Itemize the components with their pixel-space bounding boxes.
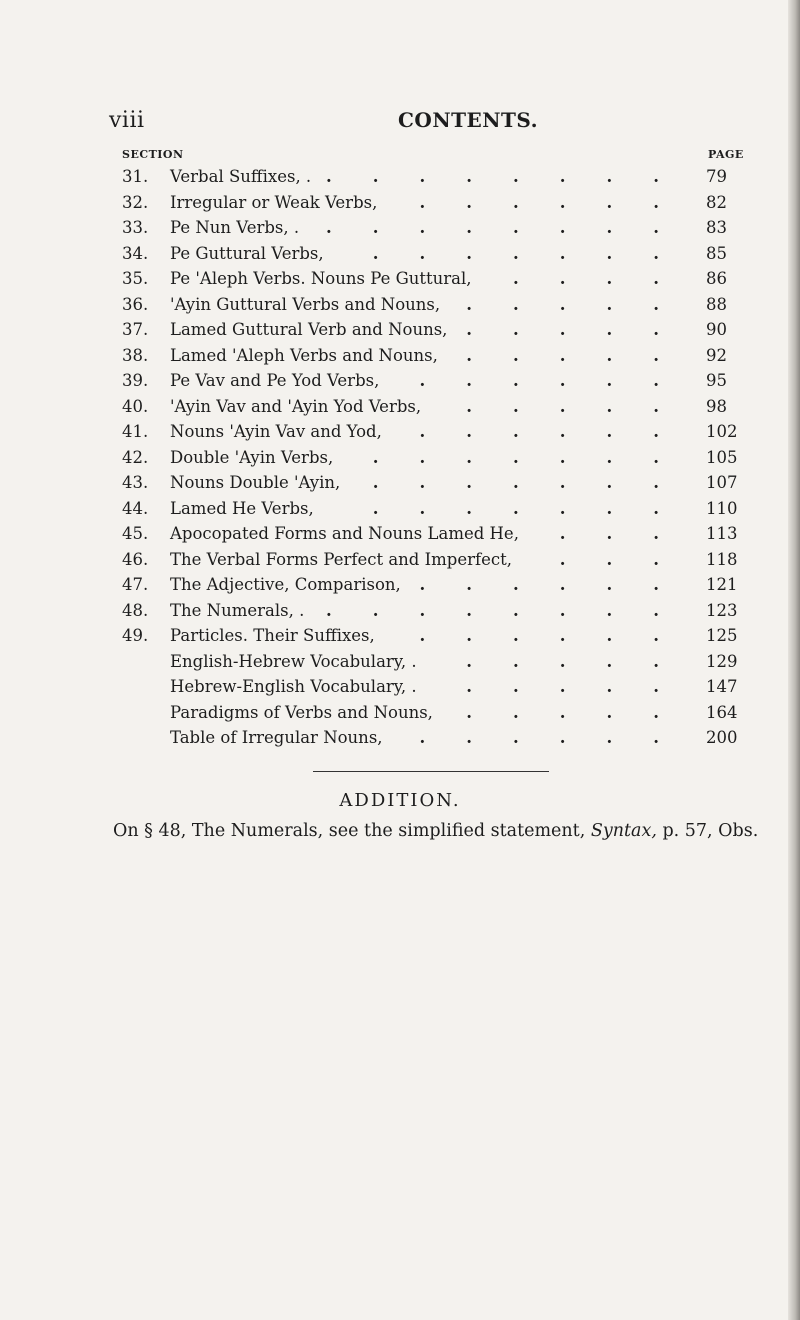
- section-number: 47.: [122, 575, 149, 594]
- addition-note-italic: Syntax,: [590, 821, 657, 841]
- section-number: 44.: [122, 498, 149, 518]
- contents-entry: [0, 215, 800, 241]
- addition-note-text: On § 48, The Numerals, see the simplified statement,: [113, 821, 591, 841]
- entry-page-number: 110: [706, 498, 738, 518]
- section-number: 34.: [122, 243, 149, 263]
- contents-entry: [0, 547, 800, 573]
- dot-leaders: .....: [466, 294, 700, 314]
- dot-leaders: ...: [559, 549, 700, 569]
- contents-entry: [0, 164, 800, 190]
- contents-entry: [0, 343, 800, 369]
- entry-title: The Verbal Forms Perfect and Imperfect,: [170, 549, 512, 569]
- dot-leaders: ......: [419, 192, 700, 212]
- addition-heading: ADDITION.: [339, 790, 461, 811]
- dot-leaders: .......: [372, 243, 700, 263]
- dot-leaders: .......: [372, 473, 700, 492]
- entry-page-number: 118: [706, 549, 738, 569]
- section-number: 37.: [122, 320, 149, 339]
- contents-entry: [0, 241, 800, 267]
- section-number: 43.: [122, 473, 149, 492]
- entry-page-number: 123: [706, 600, 738, 620]
- entry-title: Nouns Double 'Ayin,: [170, 473, 341, 492]
- page-number: viii: [109, 108, 145, 133]
- entry-title: Nouns 'Ayin Vav and Yod,: [170, 422, 382, 441]
- dot-leaders: .....: [466, 677, 700, 696]
- entry-page-number: 200: [706, 728, 738, 747]
- entry-title: Pe Guttural Verbs,: [170, 243, 324, 263]
- entry-page-number: 147: [706, 677, 738, 696]
- entry-title: Double 'Ayin Verbs,: [170, 447, 334, 467]
- entry-page-number: 90: [706, 320, 727, 339]
- section-number: 42.: [122, 447, 149, 467]
- contents-entry: [0, 700, 800, 726]
- entry-title: Pe Vav and Pe Yod Verbs,: [170, 371, 380, 390]
- dot-leaders: ........: [326, 218, 700, 237]
- contents-entry: [0, 470, 800, 496]
- dot-leaders: .....: [466, 702, 700, 722]
- contents-entry: [0, 521, 800, 547]
- contents-list: [0, 164, 800, 751]
- contents-entry: [0, 674, 800, 700]
- entry-page-number: 102: [706, 422, 738, 441]
- section-number: 46.: [122, 549, 149, 569]
- entry-title: Pe 'Aleph Verbs. Nouns Pe Guttural,: [170, 269, 472, 288]
- entry-title: Table of Irregular Nouns,: [170, 728, 383, 747]
- contents-entry: [0, 394, 800, 420]
- section-number: 41.: [122, 422, 149, 441]
- dot-leaders: ......: [419, 728, 700, 747]
- section-column-label: SECTION: [122, 148, 184, 161]
- section-number: 31.: [122, 167, 149, 186]
- addition-note-text-end: p. 57, Obs.: [656, 821, 759, 841]
- contents-entry: [0, 190, 800, 216]
- contents-entry: [0, 649, 800, 675]
- section-number: 45.: [122, 524, 149, 543]
- section-number: 33.: [122, 218, 149, 237]
- dot-leaders: ......: [419, 626, 700, 645]
- entry-title: 'Ayin Guttural Verbs and Nouns,: [170, 294, 441, 314]
- entry-title: Lamed Guttural Verb and Nouns,: [170, 320, 448, 339]
- dot-leaders: ........: [326, 167, 700, 186]
- contents-entry: [0, 445, 800, 471]
- running-head: CONTENTS.: [398, 108, 539, 132]
- entry-title: The Adjective, Comparison,: [170, 575, 401, 594]
- section-number: 35.: [122, 269, 149, 288]
- section-divider: [313, 771, 549, 772]
- dot-leaders: .....: [466, 320, 700, 339]
- entry-title: Irregular or Weak Verbs,: [170, 192, 378, 212]
- entry-title: Pe Nun Verbs, .: [170, 218, 300, 237]
- entry-page-number: 82: [706, 192, 727, 212]
- contents-entry: [0, 317, 800, 343]
- entry-title: Hebrew-English Vocabulary, .: [170, 677, 417, 696]
- entry-title: Paradigms of Verbs and Nouns,: [170, 702, 433, 722]
- entry-page-number: 95: [706, 371, 727, 390]
- dot-leaders: .....: [466, 345, 700, 365]
- entry-page-number: 86: [706, 269, 727, 288]
- entry-page-number: 88: [706, 294, 727, 314]
- contents-entry: [0, 292, 800, 318]
- addition-note: [113, 821, 758, 841]
- entry-page-number: 107: [706, 473, 738, 492]
- section-number: 49.: [122, 626, 149, 645]
- page-edge-shadow: [788, 0, 800, 1320]
- dot-leaders: ........: [326, 600, 700, 620]
- section-number: 48.: [122, 600, 149, 620]
- entry-title: 'Ayin Vav and 'Ayin Yod Verbs,: [170, 396, 422, 416]
- contents-entry: [0, 266, 800, 292]
- entry-page-number: 85: [706, 243, 727, 263]
- entry-page-number: 164: [706, 702, 738, 722]
- contents-entry: [0, 623, 800, 649]
- entry-title: Lamed 'Aleph Verbs and Nouns,: [170, 345, 438, 365]
- section-number: 40.: [122, 396, 149, 416]
- page-column-label: PAGE: [708, 148, 744, 161]
- contents-entry: [0, 368, 800, 394]
- dot-leaders: ......: [419, 422, 700, 441]
- contents-entry: [0, 419, 800, 445]
- section-number: 32.: [122, 192, 149, 212]
- entry-page-number: 98: [706, 396, 727, 416]
- contents-entry: [0, 496, 800, 522]
- entry-page-number: 105: [706, 447, 738, 467]
- entry-page-number: 121: [706, 575, 738, 594]
- entry-page-number: 79: [706, 167, 727, 186]
- section-number: 39.: [122, 371, 149, 390]
- dot-leaders: .......: [372, 447, 700, 467]
- entry-title: Verbal Suffixes, .: [170, 167, 312, 186]
- entry-page-number: 113: [706, 524, 738, 543]
- dot-leaders: .......: [372, 498, 700, 518]
- entry-page-number: 92: [706, 345, 727, 365]
- entry-title: The Numerals, .: [170, 600, 305, 620]
- entry-page-number: 125: [706, 626, 738, 645]
- dot-leaders: ....: [513, 269, 700, 288]
- contents-entry: [0, 572, 800, 598]
- entry-title: Apocopated Forms and Nouns Lamed He,: [170, 524, 519, 543]
- dot-leaders: .....: [466, 396, 700, 416]
- section-number: 36.: [122, 294, 149, 314]
- entry-page-number: 83: [706, 218, 727, 237]
- entry-page-number: 129: [706, 651, 738, 671]
- entry-title: English-Hebrew Vocabulary, .: [170, 651, 417, 671]
- entry-title: Particles. Their Suffixes,: [170, 626, 375, 645]
- contents-entry: [0, 725, 800, 751]
- dot-leaders: .....: [466, 651, 700, 671]
- dot-leaders: ......: [419, 371, 700, 390]
- section-number: 38.: [122, 345, 149, 365]
- dot-leaders: ...: [559, 524, 700, 543]
- entry-title: Lamed He Verbs,: [170, 498, 314, 518]
- contents-entry: [0, 598, 800, 624]
- dot-leaders: ......: [419, 575, 700, 594]
